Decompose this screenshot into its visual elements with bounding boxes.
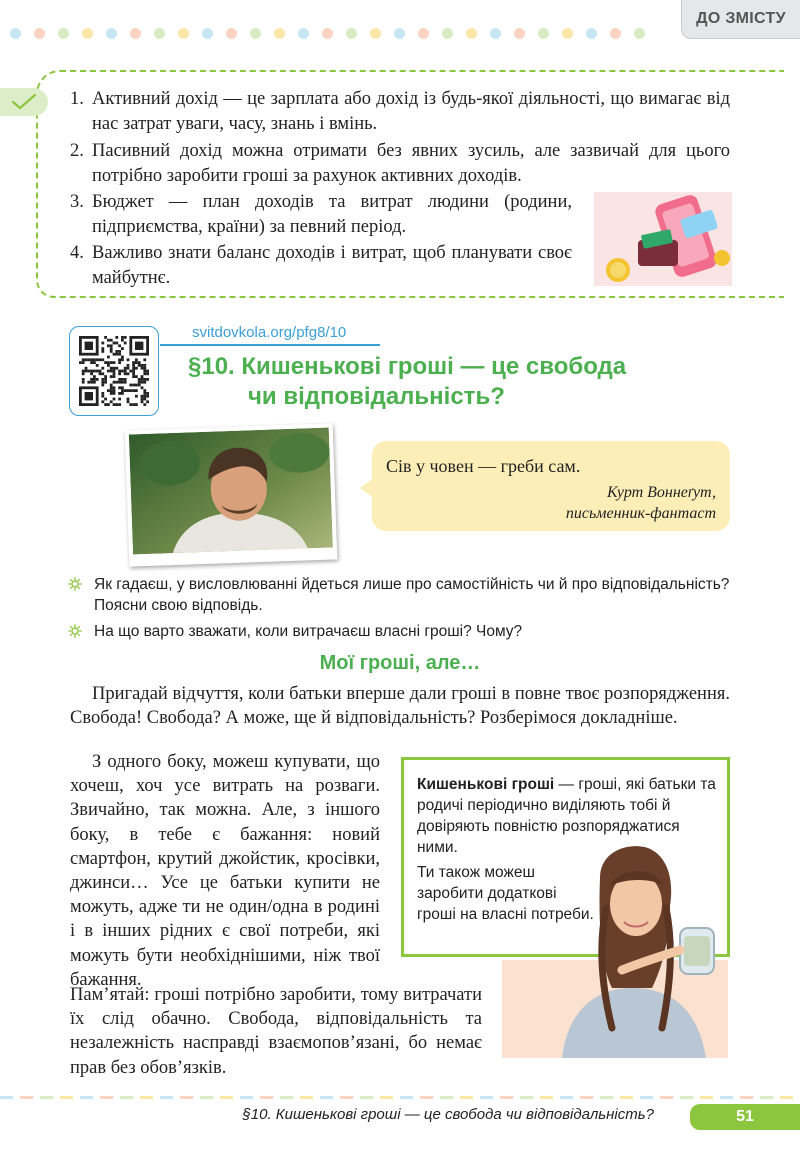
summary-item-number: 4. — [70, 243, 84, 263]
phone-wallet-illustration — [594, 192, 732, 286]
dash-segment — [260, 1096, 273, 1099]
dash-segment — [540, 1096, 553, 1099]
decorative-dot — [130, 28, 141, 39]
decorative-dot — [370, 28, 381, 39]
dash-segment — [600, 1096, 613, 1099]
summary-item-text: Важливо знати баланс доходів і витрат, щоб планувати своє майбутнє. — [92, 243, 572, 288]
dash-segment — [60, 1096, 73, 1099]
dash-segment — [460, 1096, 473, 1099]
dash-segment — [320, 1096, 333, 1099]
decorative-dot — [58, 28, 69, 39]
dash-segment — [580, 1096, 593, 1099]
sun-bullet-icon — [68, 576, 82, 597]
definition-body: — гроші, які батьки та родичі періодично виділяють тобі й довіряють повністю розпоряджатися ними. — [417, 776, 716, 856]
dash-segment — [440, 1096, 453, 1099]
section-link[interactable]: svitdovkola.org/pfg8/10 — [192, 324, 347, 341]
dash-segment — [720, 1096, 733, 1099]
decorative-dot — [586, 28, 597, 39]
summary-item-number: 3. — [70, 192, 84, 212]
dash-segment — [360, 1096, 373, 1099]
dash-segment — [640, 1096, 653, 1099]
dash-segment — [700, 1096, 713, 1099]
definition-term: Кишенькові гроші — [417, 776, 555, 793]
question-text: На що варто зважати, коли витрачаєш власні гроші? Чому? — [94, 623, 523, 640]
dash-segment — [680, 1096, 693, 1099]
writer-portrait-photo — [125, 423, 338, 566]
decorative-dot — [82, 28, 93, 39]
summary-check-tab — [0, 88, 48, 116]
dash-segment — [420, 1096, 433, 1099]
quote-author-role: письменник-фантаст — [565, 505, 716, 522]
summary-item-number: 1. — [70, 89, 84, 109]
dash-segment — [560, 1096, 573, 1099]
decorative-dot — [202, 28, 213, 39]
summary-item-4 — [70, 241, 572, 291]
decorative-dot — [466, 28, 477, 39]
decorative-dot — [538, 28, 549, 39]
question-1 — [94, 574, 734, 616]
decorative-dot — [34, 28, 45, 39]
definition-extra: Ти також можеш заробити додаткові гроші на власні потреби. — [417, 864, 594, 923]
summary-item-text: Бюджет — план доходів та витрат людини (родини, підприємства, країни) за певний період. — [92, 192, 572, 237]
summary-item-number: 2. — [70, 141, 84, 161]
decorative-dot — [610, 28, 621, 39]
decorative-dot — [514, 28, 525, 39]
dash-segment — [280, 1096, 293, 1099]
decorative-dot — [154, 28, 165, 39]
dash-segment — [180, 1096, 193, 1099]
dash-segment — [400, 1096, 413, 1099]
decorative-dot — [274, 28, 285, 39]
dash-segment — [340, 1096, 353, 1099]
dash-segment — [660, 1096, 673, 1099]
section-title-line1: §10. Кишенькові гроші — це свобода — [188, 353, 627, 380]
dash-segment — [100, 1096, 113, 1099]
top-decorative-dots — [10, 28, 680, 40]
summary-item-text: Активний дохід — це зарплата або дохід із будь-якої діяльності, що вимагає від нас затрат уваги, часу, знань і вмінь. — [92, 89, 730, 134]
qr-code-icon — [79, 336, 149, 406]
dash-segment — [380, 1096, 393, 1099]
decorative-dot — [226, 28, 237, 39]
dash-segment — [20, 1096, 33, 1099]
decorative-dot — [562, 28, 573, 39]
link-underline — [160, 344, 380, 346]
subheading: Мої гроші, але… — [319, 652, 481, 674]
paragraph-tail: Пам’ятай: гроші потрібно заробити, тому витрачати їх слід обачно. Свобода, відповідальність та незалежність насправді взаємопов’язані, бо немає прав без обов’язків. — [70, 985, 482, 1078]
summary-item-3 — [70, 190, 572, 240]
toc-button[interactable]: ДО ЗМІСТУ — [681, 0, 800, 39]
decorative-dot — [394, 28, 405, 39]
summary-item-1 — [70, 87, 730, 137]
dash-segment — [520, 1096, 533, 1099]
decorative-dot — [418, 28, 429, 39]
dash-segment — [780, 1096, 793, 1099]
decorative-dot — [106, 28, 117, 39]
dash-segment — [240, 1096, 253, 1099]
dash-segment — [160, 1096, 173, 1099]
decorative-dot — [298, 28, 309, 39]
bottom-dashed-rule — [0, 1096, 800, 1100]
sun-bullet-icon — [68, 623, 82, 644]
decorative-dot — [490, 28, 501, 39]
page-number: 51 — [690, 1104, 800, 1130]
decorative-dot — [634, 28, 645, 39]
dash-segment — [500, 1096, 513, 1099]
dash-segment — [140, 1096, 153, 1099]
dash-segment — [0, 1096, 13, 1099]
decorative-dot — [442, 28, 453, 39]
question-2 — [94, 621, 734, 642]
footer-title: §10. Кишенькові гроші — це свобода чи відповідальність? — [242, 1106, 654, 1123]
decorative-dot — [322, 28, 333, 39]
section-title-line2: чи відповідальність? — [248, 383, 505, 410]
qr-code[interactable] — [69, 326, 159, 416]
dash-segment — [620, 1096, 633, 1099]
dash-segment — [220, 1096, 233, 1099]
question-text: Як гадаєш, у висловлюванні йдеться лише про самостійність чи й про відповідальність? Поясни свою відповідь. — [94, 576, 730, 614]
dash-segment — [760, 1096, 773, 1099]
quote-text: Сів у човен — греби сам. — [386, 456, 581, 476]
dash-segment — [300, 1096, 313, 1099]
quote-author — [566, 482, 716, 524]
decorative-dot — [178, 28, 189, 39]
decorative-dot — [10, 28, 21, 39]
decorative-dot — [250, 28, 261, 39]
dash-segment — [40, 1096, 53, 1099]
quote-author-name: Курт Воннеґут, — [606, 484, 716, 501]
section-title — [188, 352, 626, 412]
dash-segment — [740, 1096, 753, 1099]
summary-item-text: Пасивний дохід можна отримати без явних зусиль, але зазвичай для цього потрібно заробити гроші за рахунок активних доходів. — [92, 141, 730, 186]
paragraph-column: З одного боку, можеш купувати, що хочеш, хоч усе витрать на розваги. Звичайно, так можна. Але, з іншого боку, в тебе є бажання: новий смартфон, крутий джойстик, кросівки, джинси… Усе це батьки купити не можуть, адже ти не один/одна в родині і в інших рідних є свої потреби, які можуть бути необхіднішими, ніж твої бажання. — [70, 752, 380, 990]
dash-segment — [480, 1096, 493, 1099]
dash-segment — [200, 1096, 213, 1099]
definition-text — [417, 774, 717, 858]
paragraph-intro: Пригадай відчуття, коли батьки вперше дали гроші в повне твоє розпорядження. Свобода! Свобода? А може, ще й відповідальність? Розберімося докладніше. — [70, 684, 730, 729]
summary-item-2 — [70, 139, 730, 189]
dash-segment — [80, 1096, 93, 1099]
checkmark-icon — [11, 93, 37, 111]
dash-segment — [120, 1096, 133, 1099]
decorative-dot — [346, 28, 357, 39]
